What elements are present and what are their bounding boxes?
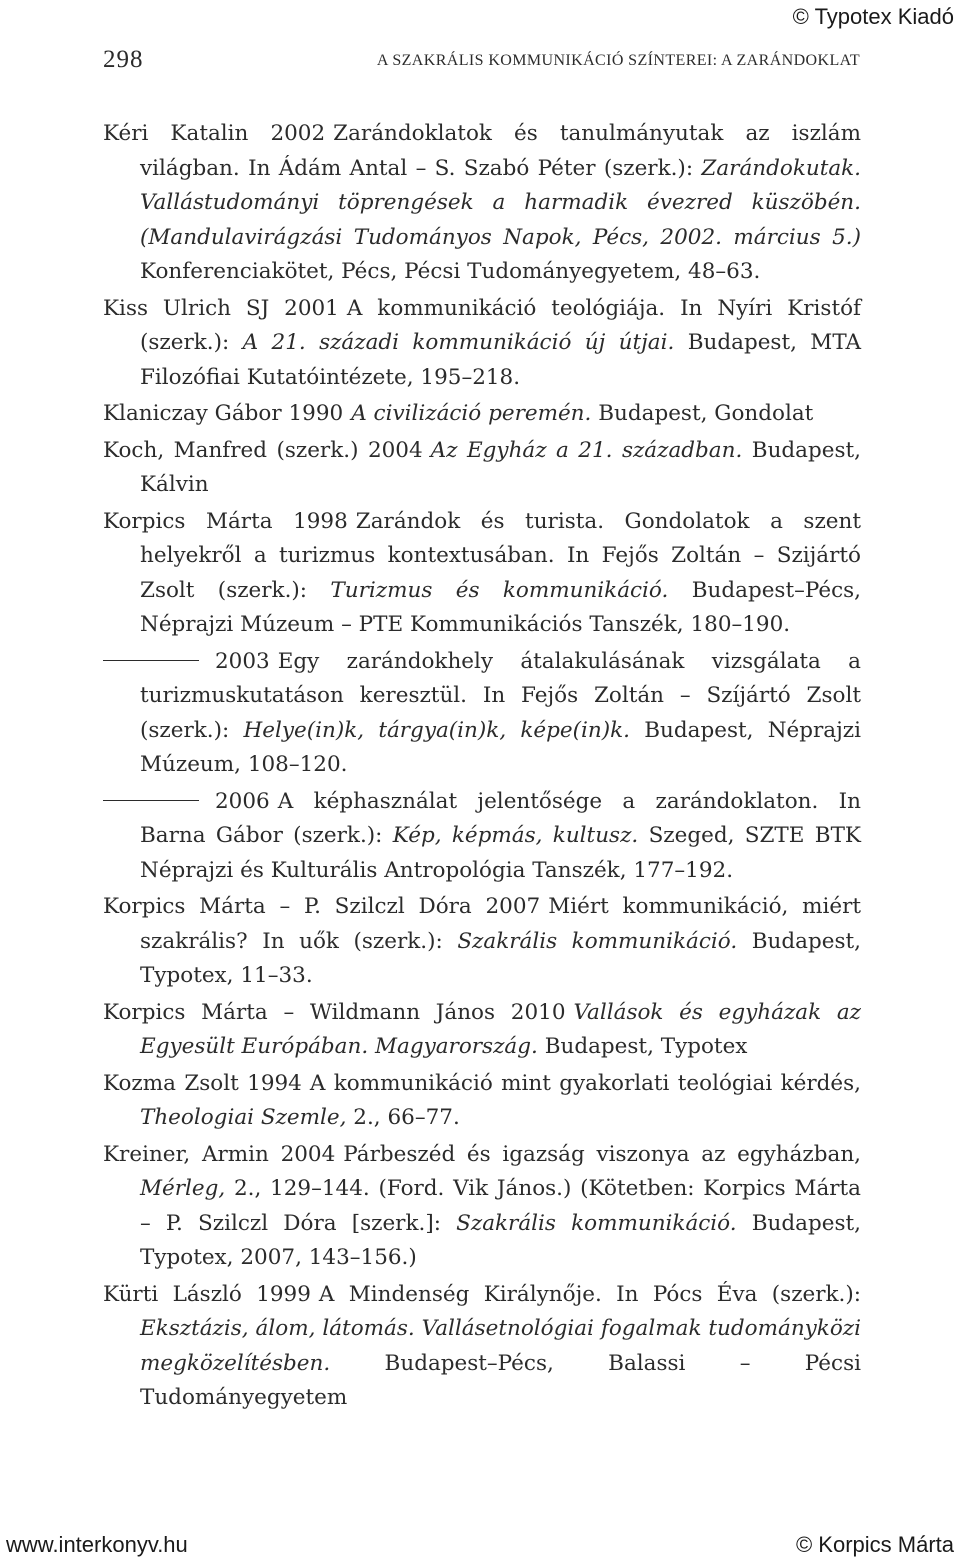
entry-year: 2002 xyxy=(270,121,326,146)
entry-post: Budapest, MTA Filozófiai Kutatóintézete, 195–218. xyxy=(140,330,862,390)
entry-author: Kürti László xyxy=(103,1281,242,1307)
entry-author: Kozma Zsolt xyxy=(103,1070,239,1096)
entry-title: Egy zarándokhely átalakulásának vizsgálata a turizmuskutatáson keresztül. xyxy=(140,648,861,708)
entry-title: A képhasználat jelentősége a zarándoklaton. xyxy=(277,788,819,814)
entry-post: 2., 129–144. (Ford. Vik János.) (Kötetben: Korpics Márta – P. Szilczl Dóra [szerk.]: xyxy=(140,1176,862,1236)
entry-italic: Szakrális kommunikáció. xyxy=(457,928,738,954)
entry-post: Budapest, Typotex xyxy=(544,1034,748,1059)
entry-year: 2001 xyxy=(284,295,339,321)
site-url: www.interkonyv.hu xyxy=(6,1532,188,1557)
bibliography-entry xyxy=(103,645,861,783)
entry-italic: Theologiai Szemle, xyxy=(140,1105,347,1130)
entry-title: A kommunikáció mint gyakorlati teológiai kérdés, xyxy=(309,1070,861,1096)
entry-pre: In Barna Gábor (szerk.): xyxy=(140,788,861,848)
entry-italic: Zarándokutak. Vallástudományi töprengések a harmadik évezred küszöbén. (Mandulavirágzási Tudományos Napok, Pécs, 2002. március 5.) xyxy=(140,155,862,250)
entry-title: A kommunikáció teológiája. xyxy=(346,295,666,321)
entry-italic: Kép, képmás, kultusz. xyxy=(392,823,639,848)
bibliography-entry xyxy=(103,434,861,503)
bibliography-entry xyxy=(103,1278,861,1416)
entry-pre: In uők (szerk.): xyxy=(262,928,443,954)
entry-post: Budapest–Pécs, Néprajzi Múzeum – PTE Kommunikációs Tanszék, 180–190. xyxy=(140,577,861,637)
entry-italic: Turizmus és kommunikáció. xyxy=(330,577,669,603)
entry-year: 1990 xyxy=(288,401,344,426)
entry-year: 1999 xyxy=(256,1281,311,1307)
bibliography-entry xyxy=(103,890,861,994)
entry-post: Konferenciakötet, Pécs, Pécsi Tudományegyetem, 48–63. xyxy=(140,259,761,284)
entry-italic: Mérleg, xyxy=(140,1176,226,1201)
entry-post: Budapest, Gondolat xyxy=(598,401,814,426)
running-head xyxy=(103,46,860,80)
entry-year: 2007 xyxy=(485,894,541,919)
entry-author: Kéri Katalin xyxy=(103,121,249,146)
entry-year: 2006 xyxy=(215,788,270,814)
bibliography-entry xyxy=(103,505,861,643)
entry-year: 2010 xyxy=(510,999,566,1025)
entry-author: Korpics Márta – Wildmann János xyxy=(103,999,496,1025)
entry-pre: In Fejős Zoltán – Szíjártó Zsolt (szerk.): xyxy=(140,683,861,743)
entry-pre: In Fejős Zoltán – Szijártó Zsolt (szerk.): xyxy=(140,543,861,603)
copyright-notice-bottom: © Korpics Márta xyxy=(795,1532,954,1557)
entry-title: Zarándoklatok és tanulmányutak az iszlám világban. xyxy=(140,121,861,181)
entry-year: 2004 xyxy=(280,1141,336,1167)
page-number: 298 xyxy=(103,46,144,73)
bibliography-entry xyxy=(103,1138,861,1276)
entry-post: Budapest, Typotex, 2007, 143–156.) xyxy=(140,1210,861,1270)
repeated-author-dash xyxy=(103,800,199,801)
entry-title: Párbeszéd és igazság viszonya az egyházban, xyxy=(343,1141,862,1167)
entry-post: 2., 66–77. xyxy=(353,1105,460,1130)
repeated-author-dash xyxy=(103,660,199,661)
entry-italic: A 21. századi kommunikáció új útjai. xyxy=(242,330,675,355)
entry-post: Budapest–Pécs, Balassi – Pécsi Tudományegyetem xyxy=(140,1350,861,1410)
entry-italic: Szakrális kommunikáció. xyxy=(456,1210,737,1236)
entry-year: 1994 xyxy=(247,1070,302,1096)
entry-author: Kreiner, Armin xyxy=(103,1141,269,1167)
bibliography-entry xyxy=(103,117,861,290)
entry-author: Koch, Manfred (szerk.) xyxy=(103,437,359,463)
bibliography-entry xyxy=(103,292,861,396)
bibliography-list xyxy=(103,117,861,1416)
entry-italic: A civilizáció peremén. xyxy=(351,401,592,426)
entry-italic: Vallások és egyházak az Egyesült Európában. Magyarország. xyxy=(140,999,861,1059)
entry-pre: In Pócs Éva (szerk.): xyxy=(616,1281,862,1307)
bibliography-entry xyxy=(103,397,861,432)
entry-post: Szeged, SZTE BTK Néprajzi és Kulturális Antropológia Tanszék, 177–192. xyxy=(140,823,861,883)
entry-post: Budapest, Kálvin xyxy=(140,437,861,497)
entry-italic: Helye(in)k, tárgya(in)k, képe(in)k. xyxy=(243,717,630,743)
entry-italic: Eksztázis, álom, látomás. Vallásetnológiai fogalmak tudományközi megközelítésben. xyxy=(140,1316,861,1376)
entry-post: Budapest, Typotex, 11–33. xyxy=(140,928,861,988)
entry-year: 2003 xyxy=(215,648,270,674)
bibliography-entry xyxy=(103,785,861,889)
entry-pre: In Ádám Antal – S. Szabó Péter (szerk.): xyxy=(248,155,694,181)
entry-author: Korpics Márta xyxy=(103,508,273,534)
entry-author: Kiss Ulrich SJ xyxy=(103,295,270,321)
entry-title: Miért kommunikáció, miért szakrális? xyxy=(140,894,862,954)
entry-post: Budapest, Néprajzi Múzeum, 108–120. xyxy=(140,717,861,777)
entry-italic: Az Egyház a 21. században. xyxy=(430,437,743,463)
running-title: A SZAKRÁLIS KOMMUNIKÁCIÓ SZÍNTEREI: A ZARÁNDOKLAT xyxy=(376,52,860,69)
entry-author: Korpics Márta – P. Szilczl Dóra xyxy=(103,894,472,919)
entry-year: 2004 xyxy=(367,437,423,463)
bibliography-entry xyxy=(103,1067,861,1136)
copyright-notice-top: © Typotex Kiadó xyxy=(792,4,954,29)
entry-year: 1998 xyxy=(293,508,348,534)
entry-author: Klaniczay Gábor xyxy=(103,401,282,426)
entry-title: Zarándok és turista. Gondolatok a szent helyekről a turizmus kontextusában. xyxy=(140,508,861,568)
entry-pre: In Nyíri Kristóf (szerk.): xyxy=(140,295,862,355)
entry-title: A Mindenség Királynője. xyxy=(318,1281,602,1307)
bibliography-entry xyxy=(103,996,861,1065)
